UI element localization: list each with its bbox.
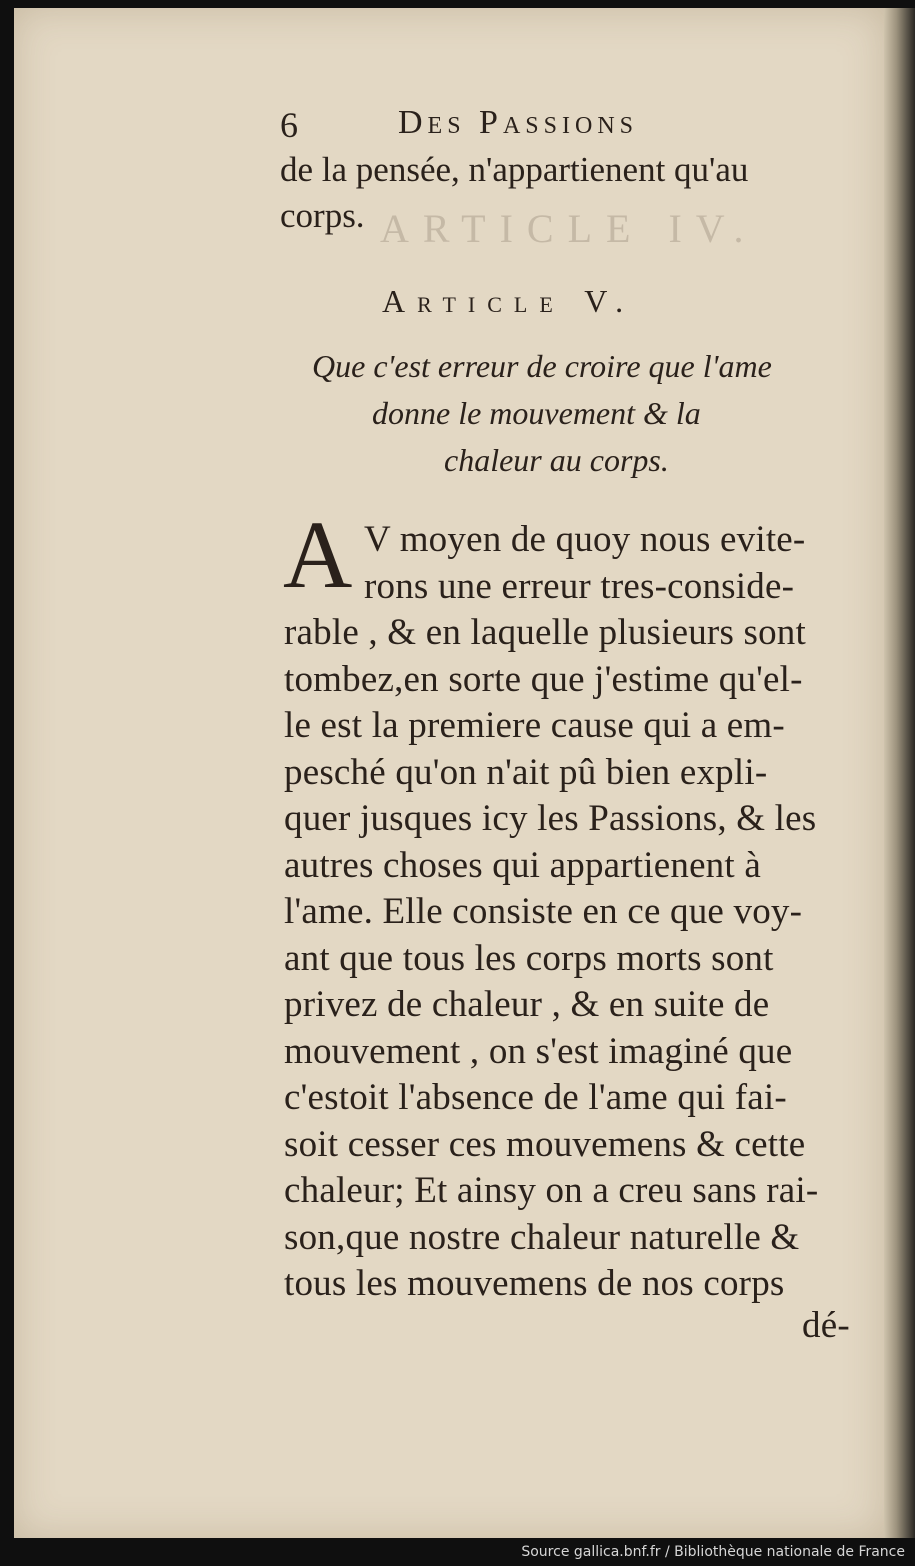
body-line: c'estoit l'absence de l'ame qui fai- bbox=[284, 1077, 787, 1118]
body-line: l'ame. Elle consiste en ce que voy- bbox=[284, 891, 803, 932]
body-line: V moyen de quoy nous evite- bbox=[364, 519, 806, 560]
drop-capital: A bbox=[283, 501, 353, 608]
page-number: 6 bbox=[280, 105, 298, 145]
catchword: dé- bbox=[802, 1305, 850, 1346]
show-through-text: ARTICLE IV. bbox=[380, 206, 758, 251]
body-line: ant que tous les corps morts sont bbox=[284, 938, 774, 979]
article-summary-line: chaleur au corps. bbox=[444, 442, 669, 478]
body-line: privez de chaleur , & en suite de bbox=[284, 984, 770, 1025]
body-line: mouvement , on s'est imaginé que bbox=[284, 1031, 793, 1072]
body-line: le est la premiere cause qui a em- bbox=[284, 705, 785, 746]
article-heading: Article V. bbox=[382, 283, 636, 319]
source-credit: Source gallica.bnf.fr / Bibliothèque nationale de France bbox=[521, 1544, 905, 1560]
body-line: soit cesser ces mouvemens & cette bbox=[284, 1124, 806, 1165]
carryover-line: corps. bbox=[280, 196, 365, 235]
body-line: tombez,en sorte que j'estime qu'el- bbox=[284, 659, 803, 700]
carryover-line: de la pensée, n'appartienent qu'au bbox=[280, 150, 749, 189]
body-line: tous les mouvemens de nos corps bbox=[284, 1263, 785, 1304]
article-summary-line: Que c'est erreur de croire que l'ame bbox=[312, 348, 772, 384]
page-edge bbox=[884, 8, 915, 1538]
article-summary-line: donne le mouvement & la bbox=[372, 395, 701, 431]
body-line: son,que nostre chaleur naturelle & bbox=[284, 1217, 800, 1258]
body-line: rons une erreur tres-conside- bbox=[364, 566, 795, 607]
body-line: rable , & en laquelle plusieurs sont bbox=[284, 612, 806, 653]
running-title: Des Passions bbox=[398, 104, 639, 141]
body-line: autres choses qui appartienent à bbox=[284, 845, 761, 886]
body-line: quer jusques icy les Passions, & les bbox=[284, 798, 817, 839]
body-line: chaleur; Et ainsy on a creu sans rai- bbox=[284, 1170, 819, 1211]
body-line: pesché qu'on n'ait pû bien expli- bbox=[284, 752, 768, 793]
